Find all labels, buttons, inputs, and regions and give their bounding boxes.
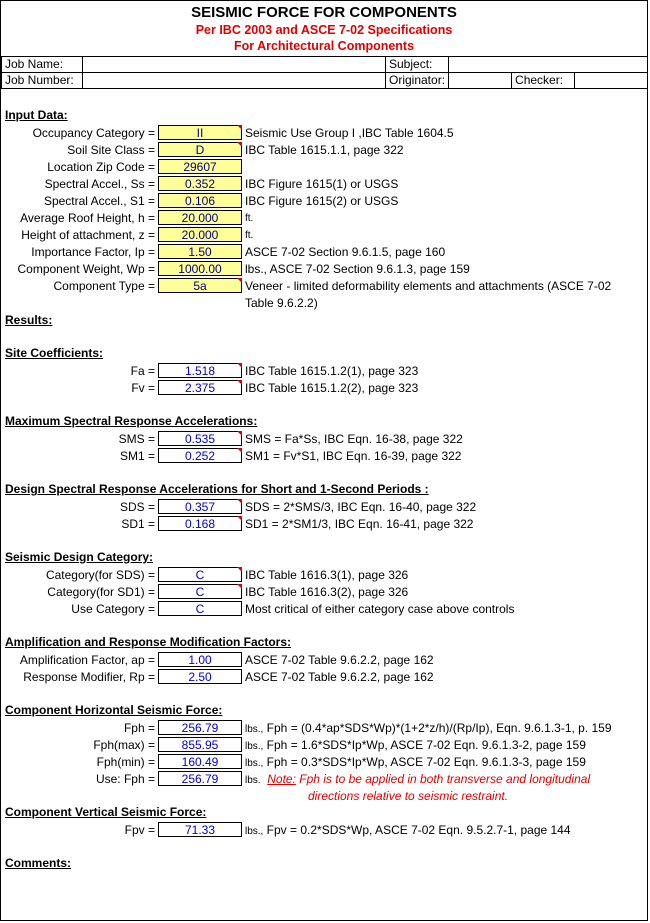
roof-height-input[interactable] [158, 210, 242, 225]
result-note: Most critical of either category case above controls [245, 602, 515, 616]
use-category-value [158, 601, 242, 616]
note-text: Fph is to be applied in both transverse and longitudinal [295, 772, 591, 786]
sd1-value [158, 516, 242, 531]
result-note [245, 771, 590, 789]
input-note: ASCE 7-02 Section 9.6.1.5, page 160 [245, 245, 446, 259]
result-label: Fa = [130, 364, 155, 378]
input-data-heading: Input Data: [5, 108, 68, 122]
result-row-ap [1, 652, 648, 669]
input-note: IBC Figure 1615(2) or USGS [245, 194, 399, 208]
note-text: directions relative to seismic restraint. [308, 789, 509, 803]
result-value: 1.00 [188, 653, 212, 667]
input-note: Veneer - limited deformability elements and attachments (ASCE 7-02 [245, 279, 612, 293]
result-label: Response Modifier, Rp = [23, 670, 155, 684]
unit-label: lbs., [245, 826, 264, 837]
result-note [245, 754, 586, 772]
max-spectral-heading: Maximum Spectral Response Accelerations: [5, 414, 258, 428]
note-label: Note: [267, 772, 296, 786]
unit-label: ft. [245, 213, 254, 224]
result-note: IBC Table 1616.3(2), page 326 [245, 585, 409, 599]
spectral-s1-input[interactable] [158, 193, 242, 208]
ap-value [158, 652, 242, 667]
result-label: Fv = [131, 381, 155, 395]
design-spectral-heading: Design Spectral Response Accelerations for Short and 1-Second Periods : [5, 482, 429, 496]
input-value: 29607 [183, 160, 217, 174]
result-row-fpv [1, 822, 648, 839]
formula-text: Fph = 1.6*SDS*Ip*Wp, ASCE 7-02 Eqn. 9.6.1.3-2, page 159 [263, 738, 586, 752]
result-value: 0.252 [184, 449, 216, 463]
fph-min-value [158, 754, 242, 769]
result-note: SMS = Fa*Ss, IBC Eqn. 16-38, page 322 [245, 432, 463, 446]
input-label: Spectral Accel., S1 = [43, 194, 155, 208]
result-label: Category(for SDS) = [45, 568, 155, 582]
input-note: IBC Table 1615.1.1, page 322 [245, 143, 404, 157]
attachment-height-input[interactable] [158, 227, 242, 242]
amplification-heading: Amplification and Response Modification Factors: [5, 635, 292, 649]
originator-field[interactable] [449, 73, 512, 89]
input-row-ss [1, 176, 648, 193]
input-row-occupancy [1, 125, 648, 142]
sms-value [158, 431, 242, 446]
input-label: Average Roof Height, h = [20, 211, 155, 225]
soil-site-class-input[interactable] [158, 142, 242, 157]
use-fph-value [158, 771, 242, 786]
unit-label: ft. [245, 230, 254, 241]
result-value: 1.518 [184, 364, 216, 378]
result-note: ASCE 7-02 Table 9.6.2.2, page 162 [245, 653, 434, 667]
fpv-value [158, 822, 242, 837]
input-value: 0.352 [184, 177, 216, 191]
category-sds-value [158, 567, 242, 582]
unit-label: lbs., [245, 724, 264, 735]
result-label: Fpv = [124, 823, 155, 837]
input-label: Height of attachment, z = [21, 228, 155, 242]
result-row-fph [1, 720, 648, 737]
comment-indicator-icon [237, 125, 242, 130]
page-subtitle-1: Per IBC 2003 and ASCE 7-02 Specifications [195, 23, 453, 37]
zip-code-input[interactable] [158, 159, 242, 174]
job-info-table [1, 56, 648, 89]
result-value: 0.357 [184, 500, 216, 514]
component-type-input[interactable] [158, 278, 242, 293]
fph-value [158, 720, 242, 735]
result-row-use-fph-cont [1, 788, 648, 805]
comment-indicator-icon [237, 448, 242, 453]
spectral-ss-input[interactable] [158, 176, 242, 191]
input-note: Table 9.6.2.2) [245, 296, 318, 310]
result-label: Fph(min) = [96, 755, 155, 769]
result-value: C [195, 602, 205, 616]
result-note [245, 720, 612, 738]
result-note: IBC Table 1615.1.2(1), page 323 [245, 364, 419, 378]
originator-label: Originator: [386, 73, 449, 89]
input-label: Component Type = [53, 279, 155, 293]
result-row-sm1 [1, 448, 648, 465]
input-label: Component Weight, Wp = [17, 262, 155, 276]
input-value: 1000.00 [178, 262, 222, 276]
comment-indicator-icon [237, 142, 242, 147]
comment-indicator-icon [237, 584, 242, 589]
input-label: Spectral Accel., Ss = [44, 177, 155, 191]
formula-text: Fph = 0.3*SDS*Ip*Wp, ASCE 7-02 Eqn. 9.6.1.3-3, page 159 [263, 755, 586, 769]
fa-value [158, 363, 242, 378]
result-value: 2.50 [188, 670, 212, 684]
formula-text: Fpv = 0.2*SDS*Wp, ASCE 7-02 Eqn. 9.5.2.7-1, page 144 [263, 823, 571, 837]
result-row-fv [1, 380, 648, 397]
job-number-label: Job Number: [2, 73, 83, 89]
result-row-fph-min [1, 754, 648, 771]
input-label: Location Zip Code = [47, 160, 155, 174]
result-row-rp [1, 669, 648, 686]
result-row-fph-max [1, 737, 648, 754]
comment-indicator-icon [237, 278, 242, 283]
header [1, 3, 647, 54]
sds-value [158, 499, 242, 514]
horizontal-force-heading: Component Horizontal Seismic Force: [5, 703, 223, 717]
checker-label: Checker: [512, 73, 575, 89]
result-label: Use: Fph = [95, 772, 155, 786]
result-value: C [195, 585, 205, 599]
comment-indicator-icon [237, 516, 242, 521]
result-row-use-cat [1, 601, 648, 618]
input-label: Soil Site Class = [67, 143, 155, 157]
input-value: 20.000 [181, 211, 219, 225]
input-row-s1 [1, 193, 648, 210]
unit-label: lbs. [245, 775, 261, 786]
vertical-force-heading: Component Vertical Seismic Force: [5, 805, 207, 819]
input-value: 1.50 [188, 245, 212, 259]
input-row-type-cont [1, 295, 648, 312]
job-name-field[interactable] [83, 57, 386, 73]
result-value: 2.375 [184, 381, 216, 395]
input-row-importance [1, 244, 648, 261]
result-value: 160.49 [181, 755, 219, 769]
result-note: IBC Table 1615.1.2(2), page 323 [245, 381, 419, 395]
input-value: 20.000 [181, 228, 219, 242]
input-value: II [196, 126, 204, 140]
result-value: C [195, 568, 205, 582]
result-row-fa [1, 363, 648, 380]
occupancy-category-input[interactable] [158, 125, 242, 140]
result-row-sds [1, 499, 648, 516]
result-note: IBC Table 1616.3(1), page 326 [245, 568, 409, 582]
result-value: 0.535 [184, 432, 216, 446]
comment-indicator-icon [237, 431, 242, 436]
result-note: SM1 = Fv*S1, IBC Eqn. 16-39, page 322 [245, 449, 462, 463]
comment-indicator-icon [237, 499, 242, 504]
rp-value [158, 669, 242, 684]
result-note: SDS = 2*SMS/3, IBC Eqn. 16-40, page 322 [245, 500, 477, 514]
result-value: 71.33 [184, 823, 216, 837]
component-weight-input[interactable] [158, 261, 242, 276]
result-row-cat-sds [1, 567, 648, 584]
page-subtitle-2: For Architectural Components [233, 39, 415, 53]
fv-value [158, 380, 242, 395]
subject-label: Subject: [386, 57, 449, 73]
input-note: Seismic Use Group I ,IBC Table 1604.5 [245, 126, 454, 140]
importance-factor-input[interactable] [158, 244, 242, 259]
input-note: IBC Figure 1615(1) or USGS [245, 177, 399, 191]
result-label: Use Category = [71, 602, 155, 616]
input-value: D [195, 143, 205, 157]
result-label: Fph(max) = [93, 738, 155, 752]
result-row-sms [1, 431, 648, 448]
result-row-use-fph [1, 771, 648, 788]
comment-indicator-icon [237, 363, 242, 368]
fph-max-value [158, 737, 242, 752]
subject-field[interactable] [449, 57, 648, 73]
result-row-cat-sd1 [1, 584, 648, 601]
sm1-value [158, 448, 242, 463]
page-title: SEISMIC FORCE FOR COMPONENTS [191, 4, 457, 21]
seismic-design-category-heading: Seismic Design Category: [5, 550, 154, 564]
input-row-type [1, 278, 648, 295]
formula-text: Fph = (0.4*ap*SDS*Wp)*(1+2*z/h)/(Rp/Ip), Eqn. 9.6.1.3-1, p. 159 [263, 721, 612, 735]
result-label: Fph = [123, 721, 155, 735]
input-note: lbs., ASCE 7-02 Section 9.6.1.3, page 159 [245, 262, 470, 276]
result-label: SM1 = [119, 449, 155, 463]
result-row-sd1 [1, 516, 648, 533]
category-sd1-value [158, 584, 242, 599]
site-coefficients-heading: Site Coefficients: [5, 346, 104, 360]
result-note [245, 822, 571, 840]
results-heading: Results: [5, 313, 53, 327]
input-row-zip [1, 159, 648, 176]
result-value: 0.168 [184, 517, 216, 531]
result-value: 256.79 [181, 772, 219, 786]
result-label: SD1 = [121, 517, 155, 531]
checker-field[interactable] [575, 73, 648, 89]
input-value: 0.106 [184, 194, 216, 208]
input-label: Importance Factor, Ip = [31, 245, 155, 259]
input-row-soil [1, 142, 648, 159]
job-number-field[interactable] [83, 73, 386, 89]
job-name-label: Job Name: [2, 57, 83, 73]
input-label: Occupancy Category = [32, 126, 155, 140]
input-row-weight [1, 261, 648, 278]
result-note: SD1 = 2*SM1/3, IBC Eqn. 16-41, page 322 [245, 517, 474, 531]
result-label: Amplification Factor, ap = [19, 653, 155, 667]
comments-heading: Comments: [5, 856, 72, 870]
result-label: SDS = [119, 500, 155, 514]
result-label: SMS = [118, 432, 155, 446]
unit-label: lbs., [245, 741, 264, 752]
result-note: ASCE 7-02 Table 9.6.2.2, page 162 [245, 670, 434, 684]
result-value: 855.95 [181, 738, 219, 752]
comment-indicator-icon [237, 380, 242, 385]
input-row-attach-height [1, 227, 648, 244]
input-row-roof-height [1, 210, 648, 227]
comment-indicator-icon [237, 567, 242, 572]
unit-label: lbs., [245, 758, 264, 769]
result-label: Category(for SD1) = [47, 585, 155, 599]
result-value: 256.79 [181, 721, 219, 735]
input-value: 5a [193, 279, 207, 293]
result-note [245, 737, 586, 755]
